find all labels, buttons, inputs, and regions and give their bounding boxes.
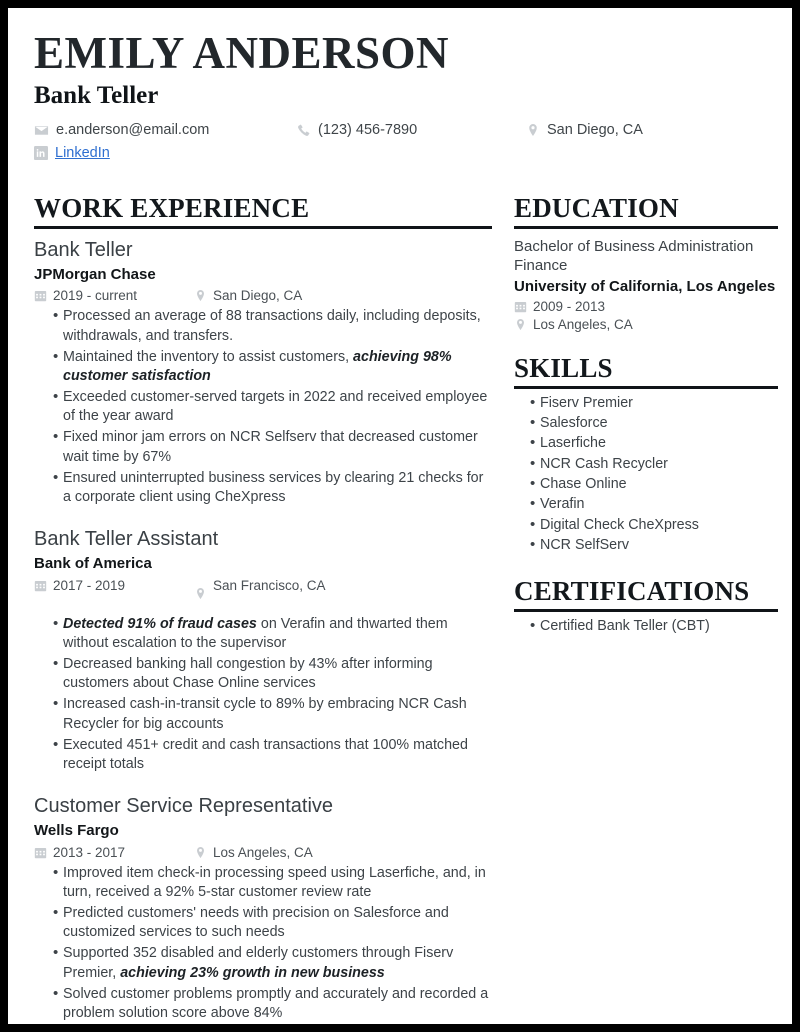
bullet-item	[53, 695, 492, 733]
contact-location-text: San Diego, CA	[547, 122, 643, 138]
experience-dates: 2019 - current	[53, 288, 138, 304]
experience-role: Bank Teller Assistant	[34, 528, 219, 550]
education-field: Finance	[514, 257, 568, 275]
experience-company: Bank of America	[34, 555, 152, 572]
education-location: Los Angeles, CA	[533, 317, 633, 333]
experience-role: Bank Teller	[34, 238, 133, 261]
experience-bullets	[34, 615, 492, 774]
list-item: • Chase Online	[530, 474, 778, 494]
calendar-icon	[514, 300, 527, 313]
experience-company: Wells Fargo	[34, 822, 119, 839]
contact-linkedin[interactable]	[34, 145, 296, 161]
sidebar-column	[514, 194, 778, 636]
education-dates-wrap	[514, 299, 778, 314]
experience-location: Los Angeles, CA	[213, 844, 313, 860]
bullet-item	[53, 388, 492, 426]
contact-row-secondary	[34, 145, 764, 168]
bullet-text: Maintained the inventory to assist customers,	[63, 348, 354, 365]
calendar-icon	[34, 846, 47, 859]
bullet-item	[53, 864, 492, 902]
bullet-text: Improved item check-in processing speed using Laserfiche, and, in turn, received a 92% 5-star customer review rate	[63, 864, 486, 900]
experience-dates-wrap	[34, 578, 194, 593]
experience-location: San Francisco, CA	[213, 577, 326, 593]
contact-email-text: e.anderson@email.com	[56, 122, 210, 138]
candidate-job-title: Bank Teller	[34, 82, 159, 110]
bullet-text: Predicted customers' needs with precision on Salesforce and customized services to such needs	[63, 905, 449, 941]
list-item: • Certified Bank Teller (CBT)	[530, 616, 778, 636]
contact-info	[34, 122, 764, 168]
location-pin-icon	[194, 289, 207, 302]
main-column	[34, 194, 492, 1023]
experience-dates: 2017 - 2019	[53, 577, 126, 593]
experience-meta	[34, 578, 492, 604]
phone-icon	[296, 123, 311, 138]
education-section	[514, 194, 778, 332]
experience-role: Customer Service Representative	[34, 795, 334, 817]
bullet-text: Increased cash-in-transit cycle to 89% by embracing NCR Cash Recycler for big accounts	[63, 696, 467, 732]
calendar-icon	[34, 289, 47, 302]
experience-location-wrap	[194, 288, 302, 303]
education-location-wrap	[514, 317, 778, 332]
contact-email[interactable]	[34, 122, 296, 138]
location-pin-icon	[194, 846, 207, 859]
skills-section	[514, 354, 778, 555]
location-pin-icon	[514, 318, 527, 331]
experience-bullets	[34, 307, 492, 507]
candidate-name: EMILY ANDERSON	[34, 28, 450, 78]
resume-page	[8, 8, 792, 1024]
education-degree: Bachelor of Business Administration	[514, 237, 754, 255]
bullet-text: Fixed minor jam errors on NCR Selfserv that decreased customer wait time by 67%	[63, 429, 478, 465]
experience-bullets	[34, 864, 492, 1023]
bullet-item	[53, 655, 492, 693]
list-item: • Digital Check CheXpress	[530, 515, 778, 535]
bullet-item	[53, 985, 492, 1023]
linkedin-icon	[34, 146, 48, 160]
experience-dates: 2013 - 2017	[53, 844, 126, 860]
section-heading-education: EDUCATION	[514, 193, 679, 223]
bullet-item	[53, 736, 492, 774]
bullet-item	[53, 904, 492, 942]
list-item: • Verafin	[530, 494, 778, 514]
section-heading-certifications: CERTIFICATIONS	[514, 576, 750, 607]
bullet-item	[53, 307, 492, 345]
section-heading-work-experience: WORK EXPERIENCE	[34, 193, 310, 223]
bullet-text: Processed an average of 88 transactions daily, including deposits, withdrawals, and transfers.	[63, 308, 481, 344]
bullet-text: Supported 352 disabled and elderly customers through Fiserv Premier,	[63, 945, 454, 981]
experience-location-wrap	[194, 578, 326, 593]
bullet-item	[53, 615, 492, 653]
list-item: • NCR Cash Recycler	[530, 454, 778, 474]
section-heading-skills: SKILLS	[514, 353, 613, 384]
list-item: • Fiserv Premier	[530, 393, 778, 413]
bullet-item	[53, 469, 492, 507]
experience-entry	[34, 794, 492, 1023]
bullet-emphasis: Detected 91% of fraud cases	[63, 615, 257, 632]
experience-location: San Diego, CA	[213, 288, 303, 304]
contact-location	[526, 122, 764, 138]
experience-location-wrap	[194, 845, 313, 860]
bullet-emphasis: achieving 98% customer satisfaction	[63, 348, 452, 384]
contact-phone-text: (123) 456-7890	[318, 122, 418, 138]
experience-meta	[34, 288, 492, 303]
experience-meta	[34, 845, 492, 860]
certifications-list	[514, 616, 778, 636]
bullet-text: Decreased banking hall congestion by 43% after informing customers about Chase Online services	[63, 656, 433, 692]
resume-header	[34, 30, 768, 168]
contact-phone[interactable]	[296, 122, 526, 138]
skills-list	[514, 393, 778, 555]
section-rule	[514, 609, 778, 612]
bullet-item	[53, 348, 492, 386]
section-rule	[514, 386, 778, 389]
bullet-text: Executed 451+ credit and cash transactions that 100% matched receipt totals	[63, 736, 468, 772]
bullet-text: Ensured uninterrupted business services by clearing 21 checks for a corporate client using CheXpress	[63, 469, 484, 505]
contact-linkedin-link[interactable]: LinkedIn	[55, 145, 110, 161]
education-school: University of California, Los Angeles	[514, 277, 776, 295]
experience-company: JPMorgan Chase	[34, 265, 156, 283]
experience-dates-wrap	[34, 288, 194, 303]
bullet-text: on Verafin and thwarted them without escalation to the supervisor	[63, 615, 448, 651]
education-entry	[514, 237, 778, 333]
section-rule	[514, 226, 778, 229]
education-dates: 2009 - 2013	[533, 299, 606, 315]
list-item: • NCR SelfServ	[530, 535, 778, 555]
envelope-icon	[34, 123, 49, 138]
list-item: • Laserfiche	[530, 433, 778, 453]
location-pin-icon	[526, 123, 540, 137]
bullet-emphasis: achieving 23% growth in new business	[120, 964, 385, 981]
contact-row-primary	[34, 122, 764, 145]
bullet-item	[53, 428, 492, 466]
certifications-section	[514, 577, 778, 636]
list-item: • Salesforce	[530, 413, 778, 433]
location-pin-icon	[194, 587, 207, 600]
bullet-text: Solved customer problems promptly and accurately and recorded a problem solution score above 84%	[63, 985, 489, 1021]
section-rule	[34, 226, 492, 229]
calendar-icon	[34, 579, 47, 592]
experience-entry	[34, 527, 492, 774]
bullet-text: Exceeded customer-served targets in 2022 and received employee of the year award	[63, 389, 488, 425]
bullet-item	[53, 944, 492, 982]
experience-entry	[34, 238, 492, 507]
experience-dates-wrap	[34, 845, 194, 860]
